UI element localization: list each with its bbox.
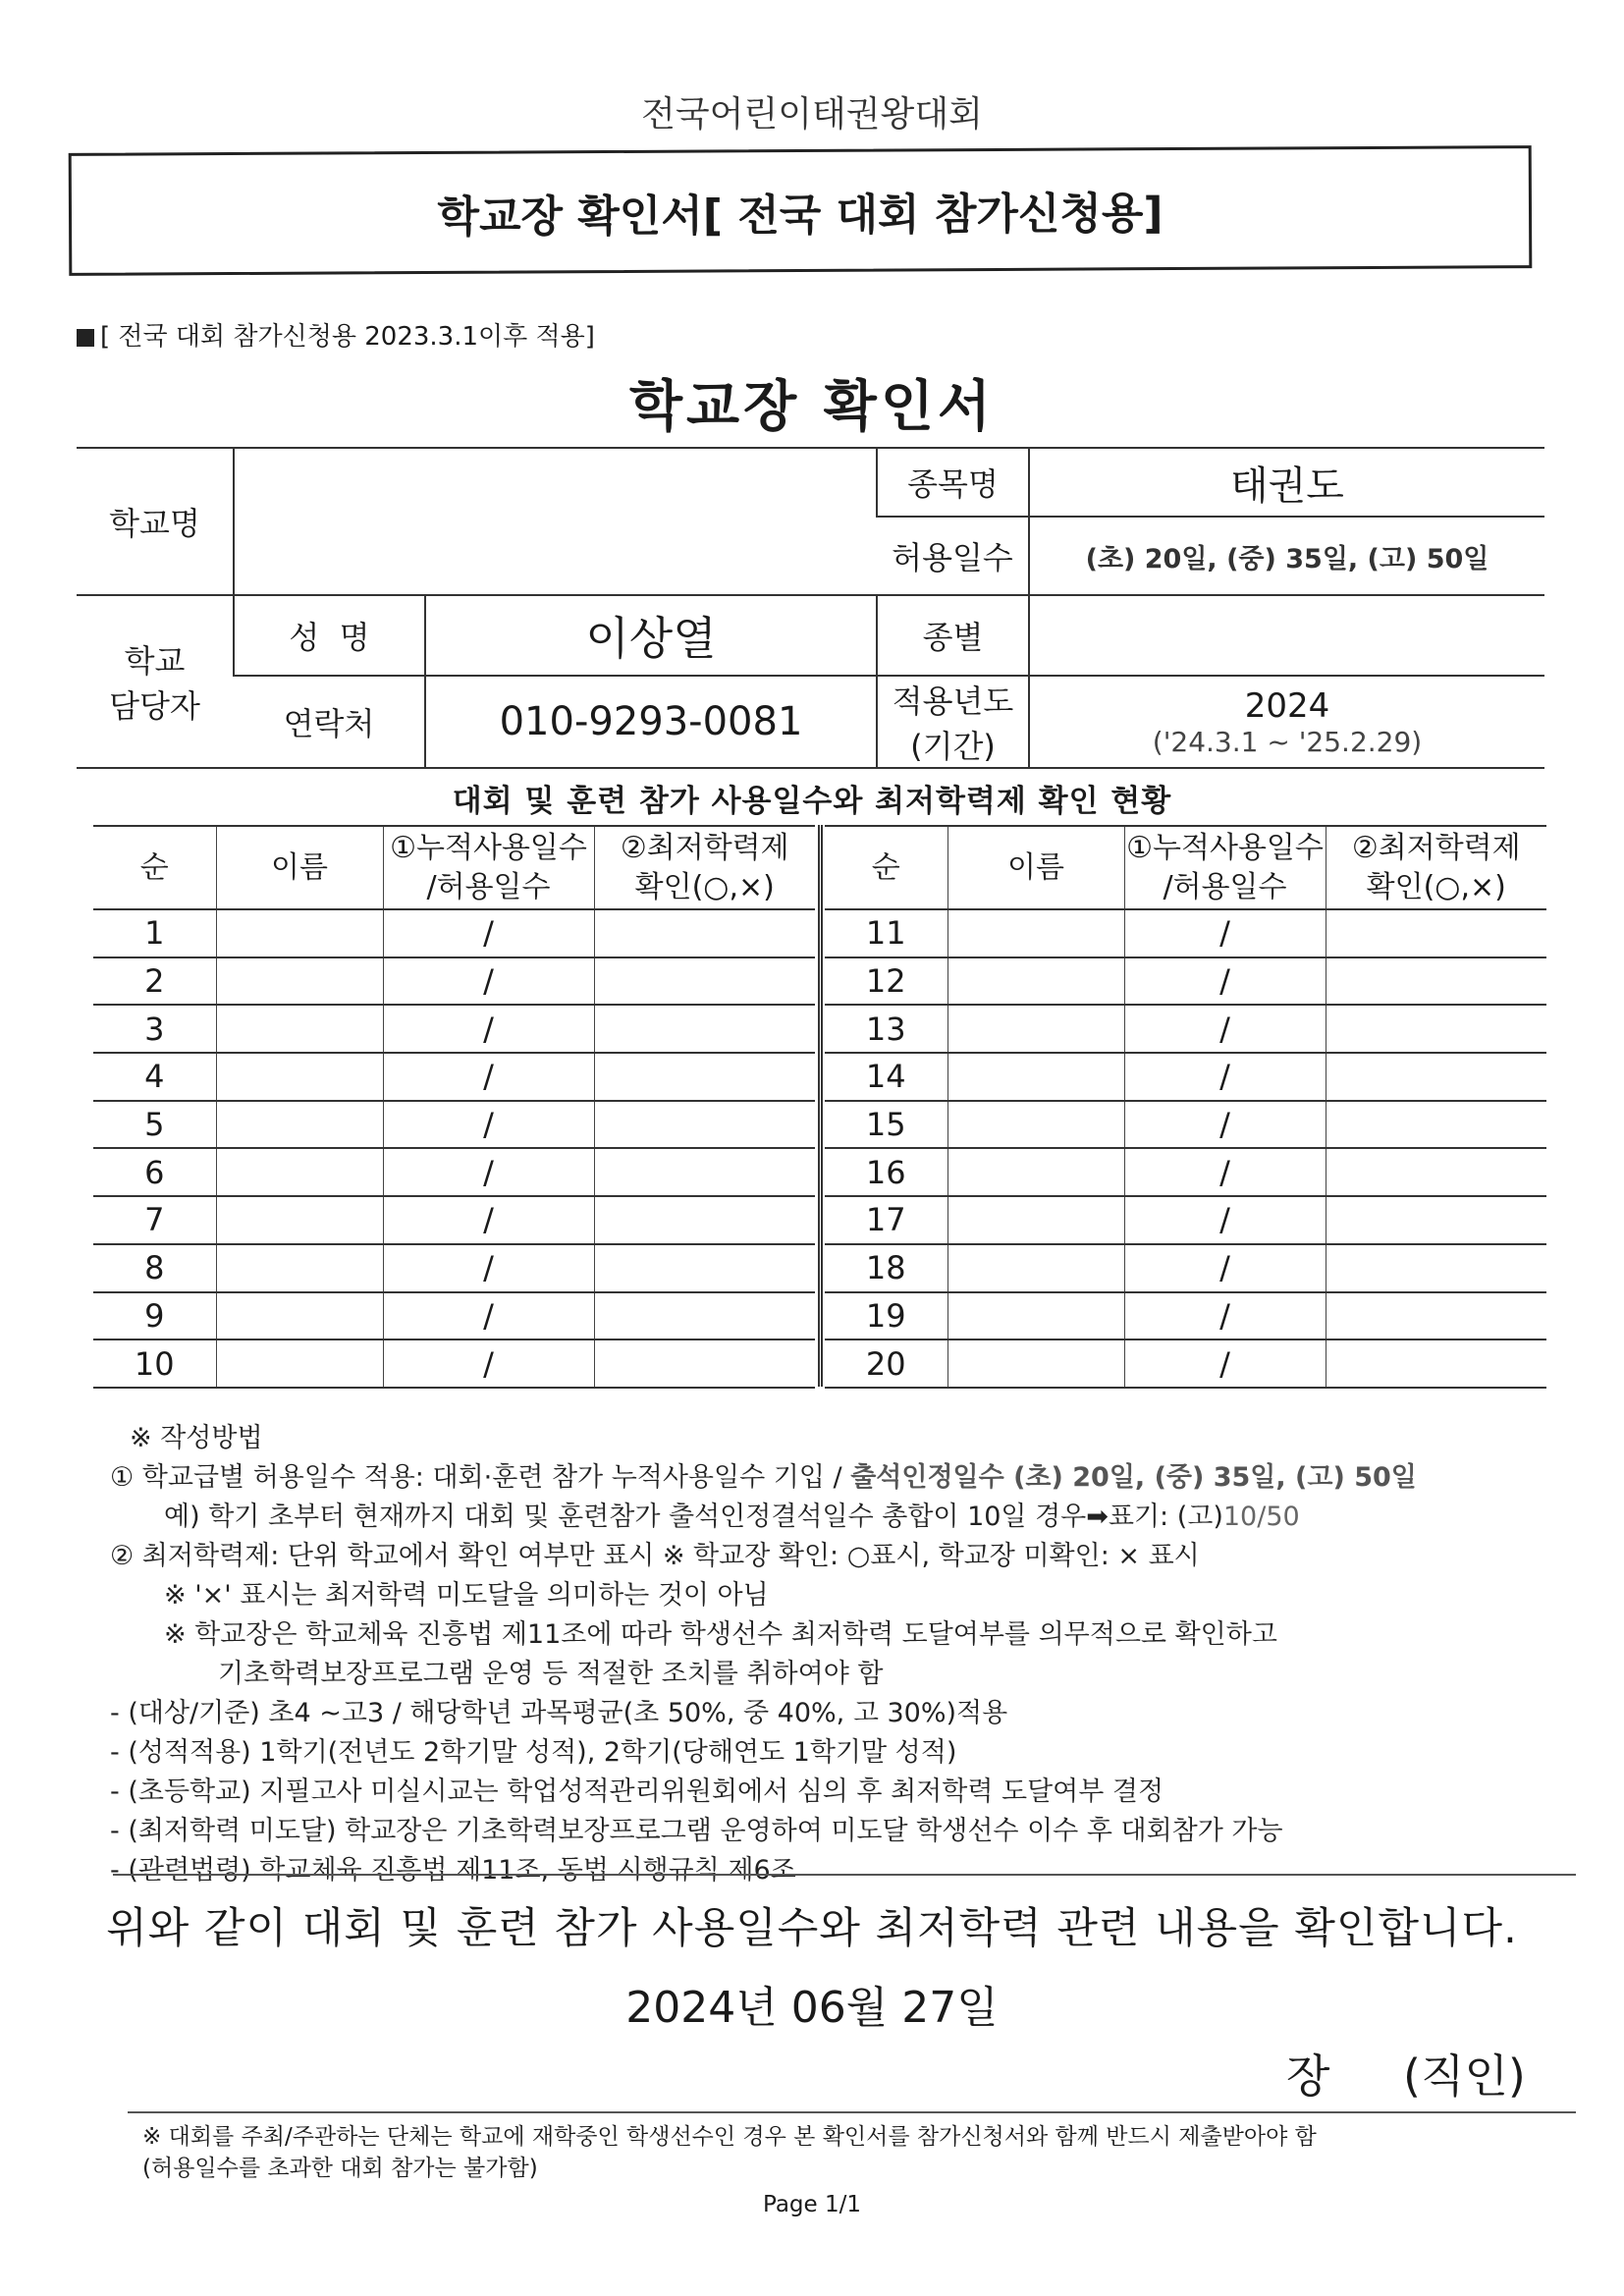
row-days-field[interactable]: / [383, 1292, 594, 1340]
participation-table-left [93, 825, 815, 1389]
col-header-days-line2: /허용일수 [1163, 869, 1287, 904]
row-min-check-field[interactable] [1326, 1339, 1546, 1388]
col-header-name: 이름 [947, 826, 1124, 909]
row-days-field[interactable]: / [1124, 909, 1326, 957]
row-number: 7 [93, 1196, 216, 1244]
table-row [825, 1196, 1546, 1244]
note-line-5: ※ 학교장은 학교체육 진흥법 제11조에 따라 학생선수 최저학력 도달여부를 의무적으로 확인하고 [164, 1619, 1277, 1650]
table-row [93, 1339, 815, 1388]
row-days-field[interactable]: / [1124, 957, 1326, 1006]
row-days-field[interactable]: / [1124, 1196, 1326, 1244]
row-days-field[interactable]: / [383, 1244, 594, 1292]
row-days-field[interactable]: / [1124, 1244, 1326, 1292]
document-title: 학교장 확인서 [628, 375, 996, 439]
row-name-field[interactable] [947, 957, 1124, 1006]
row-days-field[interactable]: / [1124, 1339, 1326, 1388]
table-row [825, 1101, 1546, 1149]
period-value: ('24.3.1 ~ '25.2.29) [1152, 725, 1423, 758]
table-row [93, 1148, 815, 1196]
row-min-check-field[interactable] [594, 1244, 815, 1292]
note-line-3: ② 최저학력제: 단위 학교에서 확인 여부만 표시 ※ 학교장 확인: ○표시, 학교장 미확인: × 표시 [110, 1541, 1200, 1571]
year-value: 2024 [1244, 685, 1330, 726]
row-min-check-field[interactable] [1326, 909, 1546, 957]
row-days-field[interactable]: / [1124, 1101, 1326, 1149]
table-row [93, 1101, 815, 1149]
year-label-line2: (기간) [910, 728, 996, 765]
confirmation-statement: 위와 같이 대회 및 훈련 참가 사용일수와 최저학력 관련 내용을 확인합니다. [106, 1904, 1518, 1953]
table-row [825, 957, 1546, 1006]
note-line-2-example: 10/50 [1222, 1502, 1300, 1532]
row-days-field[interactable]: / [1124, 1053, 1326, 1101]
row-number: 8 [93, 1244, 216, 1292]
note-line-1-highlight: 출석인정일수 (초) 20일, (중) 35일, (고) 50일 [850, 1462, 1417, 1493]
row-name-field[interactable] [947, 1053, 1124, 1101]
gender-value[interactable] [1029, 595, 1544, 676]
table-header [825, 826, 1546, 909]
row-number: 16 [825, 1148, 947, 1196]
allowed-days-value: (초) 20일, (중) 35일, (고) 50일 [1029, 517, 1544, 595]
row-number: 10 [93, 1339, 216, 1388]
col-header-name: 이름 [216, 826, 383, 909]
row-days-field[interactable]: / [383, 1196, 594, 1244]
row-number: 15 [825, 1101, 947, 1149]
row-min-check-field[interactable] [1326, 1005, 1546, 1053]
row-days-field[interactable]: / [1124, 1005, 1326, 1053]
row-name-field[interactable] [947, 1005, 1124, 1053]
table-header [93, 826, 815, 909]
row-name-field[interactable] [216, 1244, 383, 1292]
col-header-min-line2: 확인(○,×) [634, 869, 775, 904]
allowed-days-label: 허용일수 [877, 517, 1029, 595]
table-row [93, 1244, 815, 1292]
col-header-days-line1: ①누적사용일수 [1126, 830, 1324, 865]
row-number: 19 [825, 1292, 947, 1340]
row-min-check-field[interactable] [1326, 1148, 1546, 1196]
row-name-field[interactable] [216, 1005, 383, 1053]
row-name-field[interactable] [216, 1339, 383, 1388]
note-line-2-text: 예) 학기 초부터 현재까지 대회 및 훈련참가 출석인정결석일수 총합이 10일 경우➡표기: (고) [164, 1502, 1223, 1532]
event-name: 전국어린이태권왕대회 [641, 94, 983, 135]
row-days-field[interactable]: / [383, 1339, 594, 1388]
year-label [877, 676, 1029, 768]
row-days-field[interactable]: / [383, 1148, 594, 1196]
school-name-label: 학교명 [77, 448, 234, 595]
row-days-field[interactable]: / [383, 957, 594, 1006]
footnote [142, 2121, 1566, 2184]
sport-label: 종목명 [877, 448, 1029, 517]
row-name-field[interactable] [216, 1292, 383, 1340]
row-name-field[interactable] [216, 1101, 383, 1149]
divider-line [128, 2111, 1576, 2113]
info-table [77, 447, 1544, 769]
row-number: 6 [93, 1148, 216, 1196]
col-header-min [594, 826, 815, 909]
note-line-6: 기초학력보장프로그램 운영 등 적절한 조치를 취하여야 함 [218, 1659, 884, 1689]
table-row [93, 957, 815, 1006]
row-number: 12 [825, 957, 947, 1006]
row-name-field[interactable] [216, 909, 383, 957]
table-divider [818, 825, 823, 1387]
table-row [825, 1053, 1546, 1101]
note-line-2 [110, 1498, 1563, 1537]
row-days-field[interactable]: / [383, 1053, 594, 1101]
col-header-min-line1: ②최저학력제 [1351, 830, 1521, 865]
table-row [825, 1339, 1546, 1388]
row-number: 18 [825, 1244, 947, 1292]
row-number: 17 [825, 1196, 947, 1244]
table-row [93, 1292, 815, 1340]
row-days-field[interactable]: / [383, 1101, 594, 1149]
col-header-days-line1: ①누적사용일수 [390, 830, 587, 865]
row-days-field[interactable]: / [1124, 1148, 1326, 1196]
form-title: 학교장 확인서[ 전국 대회 참가신청용] [437, 188, 1164, 243]
row-min-check-field[interactable] [594, 1053, 815, 1101]
row-number: 14 [825, 1053, 947, 1101]
row-number: 13 [825, 1005, 947, 1053]
form-note-text: [ 전국 대회 참가신청용 2023.3.1이후 적용] [100, 322, 595, 352]
principal-signature: 장 (직인) [1286, 2050, 1526, 2103]
row-number: 20 [825, 1339, 947, 1388]
row-days-field[interactable]: / [383, 909, 594, 957]
row-min-check-field[interactable] [1326, 1101, 1546, 1149]
row-number: 5 [93, 1101, 216, 1149]
gender-label: 종별 [877, 595, 1029, 676]
note-line-10: - (최저학력 미도달) 학교장은 기초학력보장프로그램 운영하여 미도달 학생선수 이수 후 대회참가 가능 [110, 1816, 1283, 1846]
square-bullet-icon [77, 329, 94, 347]
row-number: 9 [93, 1292, 216, 1340]
row-name-field[interactable] [947, 1196, 1124, 1244]
row-number: 4 [93, 1053, 216, 1101]
row-name-field[interactable] [216, 1053, 383, 1101]
col-header-days [1124, 826, 1326, 909]
table-row [93, 1005, 815, 1053]
col-header-no: 순 [93, 826, 216, 909]
table-row [825, 909, 1546, 957]
instructions [110, 1419, 1563, 1890]
col-header-days [383, 826, 594, 909]
row-min-check-field[interactable] [1326, 1053, 1546, 1101]
contact-label: 연락처 [234, 676, 425, 768]
row-min-check-field[interactable] [594, 1148, 815, 1196]
note-line-8: - (성적적용) 1학기(전년도 2학기말 성적), 2학기(당해연도 1학기말 성적) [110, 1737, 957, 1768]
note-line-9: - (초등학교) 지필고사 미실시교는 학업성적관리위원회에서 심의 후 최저학력 도달여부 결정 [110, 1777, 1164, 1807]
row-name-field[interactable] [947, 1292, 1124, 1340]
staff-label-line2: 담당자 [109, 687, 200, 725]
name-label: 성 명 [234, 595, 425, 676]
page-number: Page 1/1 [762, 2192, 861, 2217]
table-row [825, 1292, 1546, 1340]
row-min-check-field[interactable] [594, 909, 815, 957]
divider-line [113, 1874, 1576, 1876]
row-min-check-field[interactable] [594, 1101, 815, 1149]
row-min-check-field[interactable] [594, 1005, 815, 1053]
sport-value: 태권도 [1029, 448, 1544, 517]
footnote-line-2: (허용일수를 초과한 대회 참가는 불가함) [142, 2156, 538, 2181]
note-line-1-text: ① 학교급별 허용일수 적용: 대회·훈련 참가 누적사용일수 기입 / [110, 1462, 851, 1493]
table-row [825, 1148, 1546, 1196]
note-line-11: - (관련법령) 학교체육 진흥법 제11조, 동법 시행규칙 제6조 [110, 1855, 796, 1886]
name-value[interactable]: 이상열 [425, 595, 877, 676]
row-min-check-field[interactable] [1326, 1292, 1546, 1340]
row-name-field[interactable] [947, 1244, 1124, 1292]
col-header-min-line1: ②최저학력제 [620, 830, 789, 865]
row-name-field[interactable] [216, 957, 383, 1006]
table-row [93, 909, 815, 957]
note-line-4: ※ '×' 표시는 최저학력 미도달을 의미하는 것이 아님 [164, 1580, 769, 1611]
row-days-field[interactable]: / [1124, 1292, 1326, 1340]
row-name-field[interactable] [947, 1101, 1124, 1149]
form-note [77, 316, 595, 353]
row-number: 2 [93, 957, 216, 1006]
row-name-field[interactable] [216, 1148, 383, 1196]
row-number: 3 [93, 1005, 216, 1053]
section-title: 대회 및 훈련 참가 사용일수와 최저학력제 확인 현황 [452, 784, 1172, 819]
staff-label [77, 595, 234, 768]
row-min-check-field[interactable] [594, 957, 815, 1006]
row-days-field[interactable]: / [383, 1005, 594, 1053]
table-row [825, 1005, 1546, 1053]
staff-label-line1: 학교 [124, 642, 186, 680]
col-header-min-line2: 확인(○,×) [1366, 869, 1506, 904]
row-min-check-field[interactable] [1326, 1196, 1546, 1244]
table-row [825, 1244, 1546, 1292]
instructions-heading: ※ 작성방법 [130, 1423, 263, 1453]
row-name-field[interactable] [947, 1148, 1124, 1196]
row-min-check-field[interactable] [594, 1196, 815, 1244]
row-min-check-field[interactable] [594, 1292, 815, 1340]
row-number: 1 [93, 909, 216, 957]
participation-table-right [825, 825, 1546, 1389]
table-row [93, 1196, 815, 1244]
note-line-7: - (대상/기준) 초4 ~고3 / 해당학년 과목평균(초 50%, 중 40%, 고 30%)적용 [110, 1698, 1008, 1728]
note-line-1 [110, 1458, 1563, 1498]
row-min-check-field[interactable] [594, 1339, 815, 1388]
footnote-line-1: ※ 대회를 주최/주관하는 단체는 학교에 재학중인 학생선수인 경우 본 확인서를 참가신청서와 함께 반드시 제출받아야 함 [142, 2124, 1317, 2150]
col-header-no: 순 [825, 826, 947, 909]
row-name-field[interactable] [216, 1196, 383, 1244]
row-name-field[interactable] [947, 909, 1124, 957]
year-cell [1029, 676, 1544, 768]
form-title-box [69, 145, 1533, 276]
table-row [93, 1053, 815, 1101]
year-label-line1: 적용년도 [892, 683, 1014, 720]
confirmation-date: 2024년 06월 27일 [625, 1983, 999, 2033]
row-min-check-field[interactable] [1326, 957, 1546, 1006]
row-name-field[interactable] [947, 1339, 1124, 1388]
col-header-min [1326, 826, 1546, 909]
row-number: 11 [825, 909, 947, 957]
row-min-check-field[interactable] [1326, 1244, 1546, 1292]
school-name-field[interactable] [234, 448, 877, 595]
col-header-days-line2: /허용일수 [426, 869, 551, 904]
contact-value[interactable]: 010-9293-0081 [425, 676, 877, 768]
